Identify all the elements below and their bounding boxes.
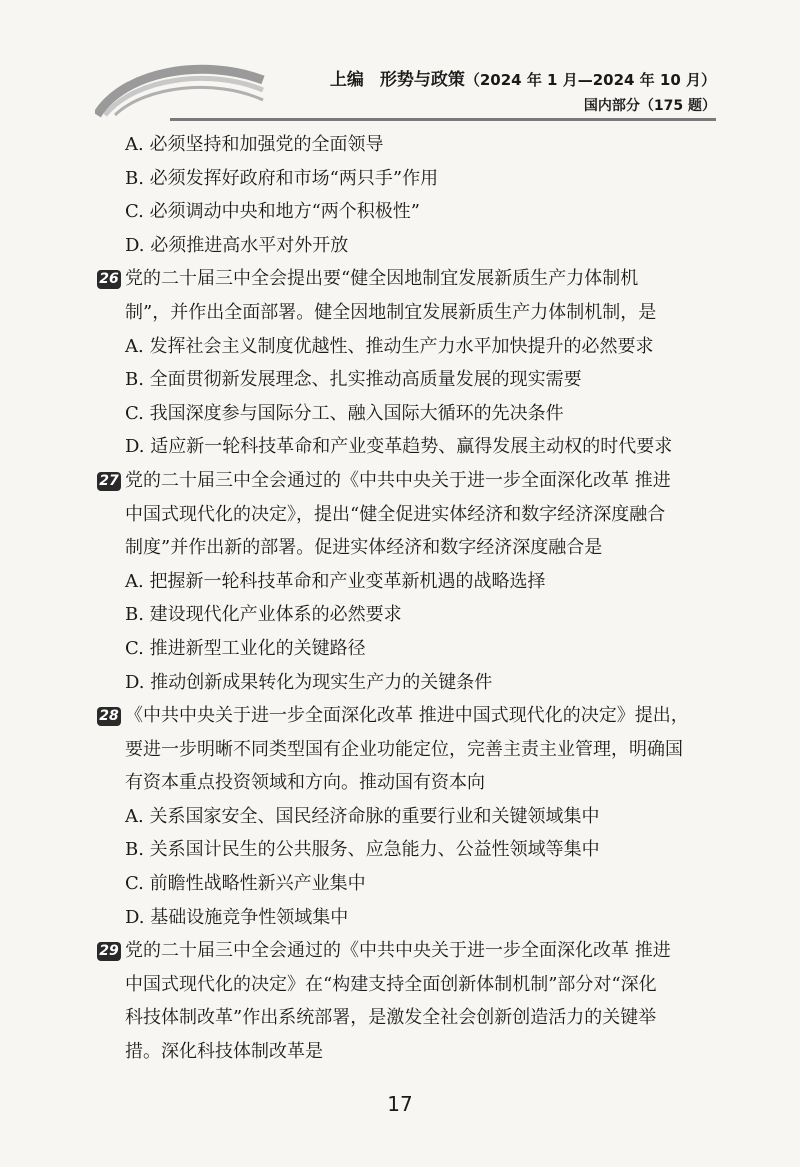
answer-option (85, 128, 725, 162)
answer-option (85, 901, 725, 935)
question-text-line (85, 766, 725, 800)
question-text-line (85, 498, 725, 532)
line-text: A. 发挥社会主义制度优越性、推动生产力水平加快提升的必然要求 (125, 335, 654, 357)
line-text: D. 必须推进高水平对外开放 (125, 234, 349, 256)
line-text: B. 建设现代化产业体系的必然要求 (125, 604, 402, 626)
answer-option (85, 867, 725, 901)
line-text: 制度”并作出新的部署。促进实体经济和数字经济深度融合是 (125, 537, 603, 559)
question-text-line (85, 296, 725, 330)
answer-option (85, 363, 725, 397)
header-title: 形势与政策 (379, 70, 465, 90)
line-text: 中国式现代化的决定》在“构建支持全面创新体制机制”部分对“深化 (125, 973, 657, 995)
line-text: 要进一步明晰不同类型国有企业功能定位，完善主责主业管理，明确国 (125, 738, 683, 760)
question-text-line (85, 531, 725, 565)
line-text: D. 适应新一轮科技革命和产业变革趋势、赢得发展主动权的时代要求 (125, 436, 673, 458)
answer-option (85, 195, 725, 229)
line-text: 制”，并作出全面部署。健全因地制宜发展新质生产力体制机制，是 (125, 301, 657, 323)
question-stem (85, 934, 725, 968)
header-arc-decoration (95, 60, 265, 118)
answer-option (85, 632, 725, 666)
line-text: A. 把握新一轮科技革命和产业变革新机遇的战略选择 (125, 570, 546, 592)
line-text: B. 关系国计民生的公共服务、应急能力、公益性领域等集中 (125, 839, 600, 861)
line-text: C. 前瞻性战略性新兴产业集中 (125, 873, 366, 895)
answer-option (85, 666, 725, 700)
question-number-badge: 26 (97, 270, 121, 289)
question-stem (85, 699, 725, 733)
answer-option (85, 397, 725, 431)
answer-option (85, 162, 725, 196)
question-stem (85, 464, 725, 498)
line-text: B. 必须发挥好政府和市场“两只手”作用 (125, 167, 439, 189)
question-text-line (85, 968, 725, 1002)
line-text: 党的二十届三中全会通过的《中共中央关于进一步全面深化改革 推进 (125, 469, 671, 491)
question-text-line (85, 1001, 725, 1035)
header-section: 上编 (329, 70, 364, 90)
line-text: 中国式现代化的决定》，提出“健全促进实体经济和数字经济深度融合 (125, 503, 666, 525)
line-text: 党的二十届三中全会通过的《中共中央关于进一步全面深化改革 推进 (125, 940, 671, 962)
answer-option (85, 330, 725, 364)
line-text: B. 全面贯彻新发展理念、扎实推动高质量发展的现实需要 (125, 369, 582, 391)
line-text: 《中共中央关于进一步全面深化改革 推进中国式现代化的决定》提出， (125, 705, 689, 727)
question-stem (85, 262, 725, 296)
question-content (85, 128, 725, 1069)
answer-option (85, 229, 725, 263)
line-text: A. 关系国家安全、国民经济命脉的重要行业和关键领域集中 (125, 805, 600, 827)
line-text: C. 推进新型工业化的关键路径 (125, 637, 366, 659)
question-number-badge: 27 (97, 472, 121, 491)
line-text: A. 必须坚持和加强党的全面领导 (125, 134, 384, 155)
question-text-line (85, 733, 725, 767)
line-text: 科技体制改革”作出系统部署，是激发全社会创新创造活力的关键举 (125, 1007, 657, 1029)
line-text: 党的二十届三中全会提出要“健全因地制宜发展新质生产力体制机 (125, 268, 639, 290)
question-text-line (85, 1035, 725, 1069)
answer-option (85, 598, 725, 632)
question-number-badge: 29 (97, 942, 121, 961)
page-number: 17 (387, 1092, 413, 1116)
header-period: （2024 年 1 月—2024 年 10 月） (464, 71, 716, 89)
line-text: D. 基础设施竞争性领域集中 (125, 906, 349, 928)
line-text: 措。深化科技体制改革是 (125, 1041, 323, 1063)
answer-option (85, 430, 725, 464)
header-subtitle: 国内部分（175 题） (583, 98, 716, 114)
header-divider (170, 118, 716, 121)
line-text: C. 我国深度参与国际分工、融入国际大循环的先决条件 (125, 402, 564, 424)
line-text: 有资本重点投资领域和方向。推动国有资本向 (125, 772, 485, 794)
answer-option (85, 565, 725, 599)
answer-option (85, 800, 725, 834)
question-number-badge: 28 (97, 707, 121, 726)
answer-option (85, 833, 725, 867)
running-header (330, 65, 716, 90)
line-text: C. 必须调动中央和地方“两个积极性” (125, 201, 420, 223)
line-text: D. 推动创新成果转化为现实生产力的关键条件 (125, 671, 493, 693)
